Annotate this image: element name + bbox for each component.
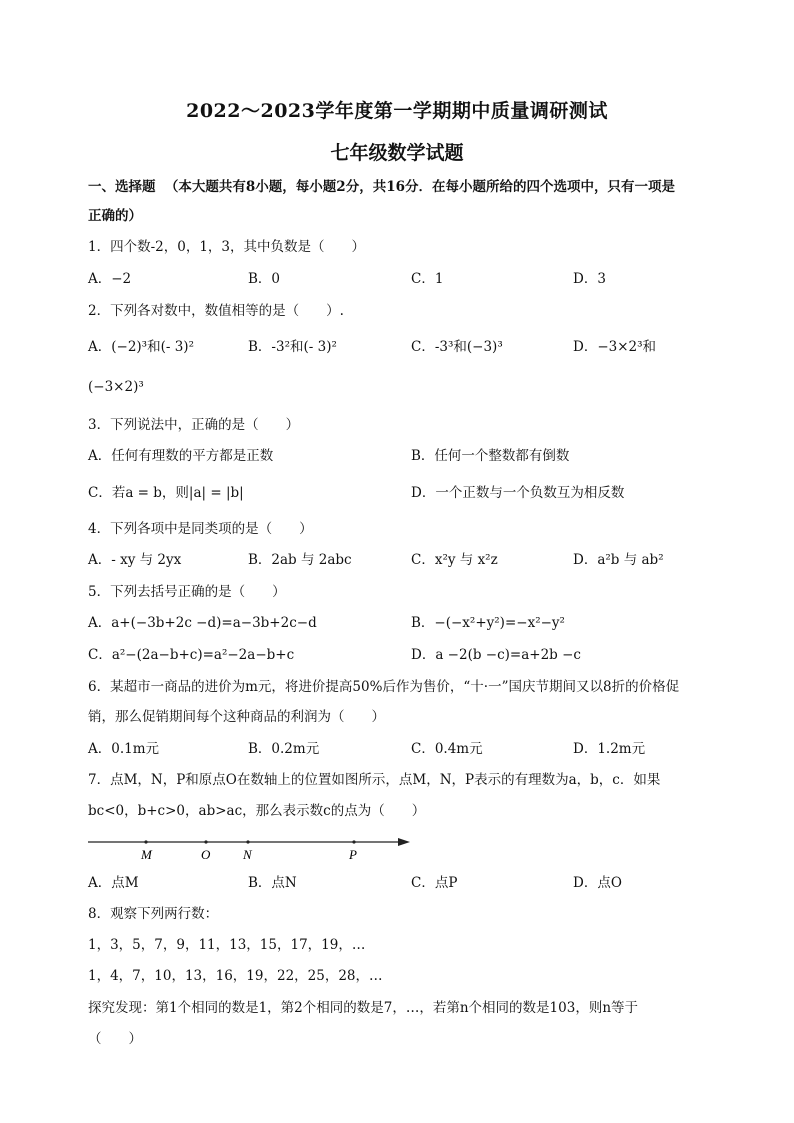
point-p-label: P [349,847,357,862]
q6-option-b: B．0.2m元 [248,741,320,757]
section-note: （本大题共有8小题，每小题2分，共16分．在每小题所给的四个选项中，只有一项是 [164,179,675,195]
q7-option-d: D．点O [573,875,622,891]
q5-option-d: D．a −2(b −c)=a+2b −c [411,647,581,663]
q3-option-a: A．任何有理数的平方都是正数 [88,448,274,464]
q2-option-d-cont: (−3×2)³ [88,379,144,395]
q4-stem: 4．下列各项中是同类项的是（ ） [88,521,313,537]
q2-option-d: D．−3×2³和 [573,339,657,355]
section-note-line2: 正确的） [88,208,142,224]
q3-option-b: B．任何一个整数都有倒数 [411,448,570,464]
exam-subtitle: 七年级数学试题 [330,142,464,164]
point-m-label: M [141,847,152,862]
q2-stem: 2．下列各对数中，数值相等的是（ ）. [88,303,344,319]
q5-stem: 5．下列去括号正确的是（ ） [88,584,286,600]
q1-stem: 1．四个数-2，0，1，3，其中负数是（ ） [88,239,366,255]
exam-title: 2022～2023学年度第一学期期中质量调研测试 [186,100,608,122]
q6-stem-line2: 销，那么促销期间每个这种商品的利润为（ ） [88,709,385,725]
q6-option-d: D．1.2m元 [573,741,646,757]
q8-row2: 1，4，7，10，13，16，19，22，25，28，… [88,968,383,984]
q5-option-a: A．a+(−3b+2c −d)=a−3b+2c−d [88,615,317,631]
q3-option-d: D．一个正数与一个负数互为相反数 [411,485,625,501]
q7-option-b: B．点N [248,875,297,891]
number-line-figure [88,832,418,862]
q2-option-a: A．(−2)³和(- 3)² [88,339,194,355]
point-o-label: O [201,847,211,862]
q2-option-b: B．-3²和(- 3)² [248,339,337,355]
section-heading-line [88,178,675,196]
q8-stem-line2: （ ） [88,1031,142,1047]
q6-option-c: C．0.4m元 [411,741,483,757]
q1-option-c: C．1 [411,271,444,287]
point-n-label: N [243,847,252,862]
q1-option-b: B．0 [248,271,281,287]
q5-option-c: C．a²−(2a−b+c)=a²−2a−b+c [88,647,295,663]
point-m-dot [144,840,147,843]
q4-option-b: B．2ab 与 2abc [248,552,352,568]
q4-option-a: A．- xy 与 2yx [88,552,182,568]
point-p-dot [352,840,355,843]
q6-option-a: A．0.1m元 [88,741,160,757]
q7-option-c: C．点P [411,875,458,891]
point-n-dot [246,840,249,843]
q4-option-d: D．a²b 与 ab² [573,552,664,568]
q8-row1: 1，3，5，7，9，11，13，15，17，19，… [88,937,366,953]
q7-stem-line1: 7．点M，N，P和原点O在数轴上的位置如图所示，点M，N，P表示的有理数为a，b，c．如果 [88,772,661,788]
q1-option-a: A．−2 [88,271,132,287]
number-line-arrow [398,838,410,846]
q1-option-d: D．3 [573,271,606,287]
q5-option-b: B．−(−x²+y²)=−x²−y² [411,615,565,631]
q4-option-c: C．x²y 与 x²z [411,552,498,568]
q7-option-a: A．点M [88,875,139,891]
q3-option-c: C．若a = b，则|a| = |b| [88,485,244,501]
q2-option-c: C．-3³和(−3)³ [411,339,503,355]
section-heading: 一、选择题 [88,179,156,195]
q7-stem-line2: bc<0，b+c>0，ab>ac，那么表示数c的点为（ ） [88,803,426,819]
q6-stem-line1: 6．某超市一商品的进价为m元，将进价提高50%后作为售价，“十·一”国庆节期间又以8折的价格促 [88,679,680,695]
point-o-dot [204,840,207,843]
q3-stem: 3．下列说法中，正确的是（ ） [88,417,300,433]
q8-stem-line1: 探究发现：第1个相同的数是1，第2个相同的数是7，…，若第n个相同的数是103，则n等于 [88,1000,639,1016]
q8-stem: 8．观察下列两行数： [88,906,219,922]
